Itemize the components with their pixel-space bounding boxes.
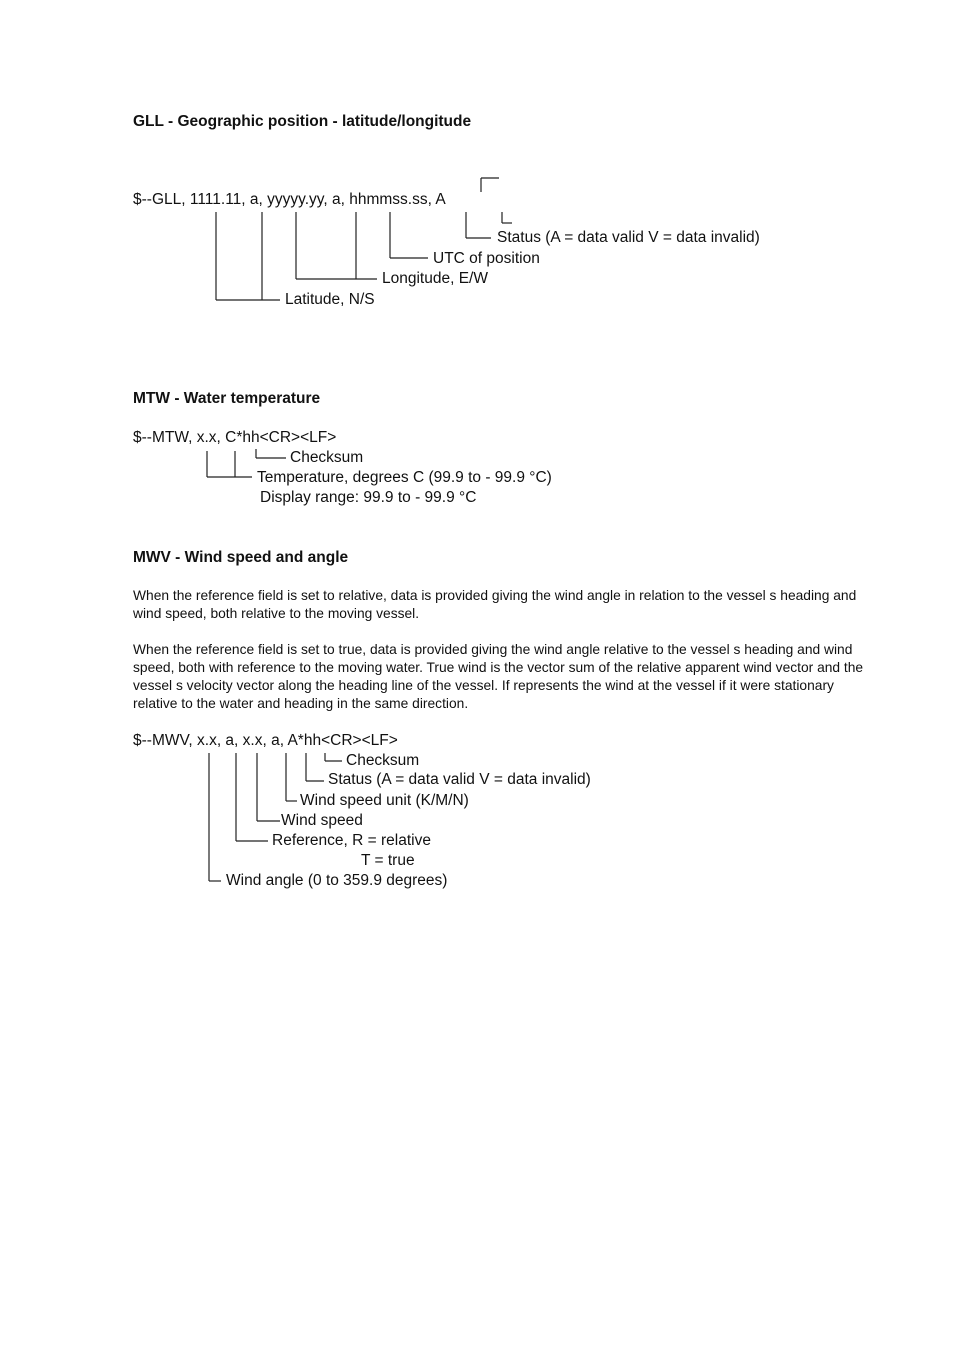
mtw-sentence: $--MTW, x.x, C*hh<CR><LF> [133,429,337,446]
gll-utc-label: UTC of position [433,250,540,267]
mwv-sentence: $--MWV, x.x, a, x.x, a, A*hh<CR><LF> [133,732,398,749]
gll-longitude-label: Longitude, E/W [382,270,488,287]
mwv-reference-true-label: T = true [361,852,415,869]
mtw-temperature-label: Temperature, degrees C (99.9 to - 99.9 °C) [257,469,552,486]
mwv-checksum-label: Checksum [346,752,420,769]
mwv-heading: MWV - Wind speed and angle [133,549,349,566]
gll-heading: GLL - Geographic position - latitude/longitude [133,113,472,130]
mwv-status-label: Status (A = data valid V = data invalid) [328,771,591,788]
mtw-heading: MTW - Water temperature [133,390,321,407]
mwv-paragraph-true: When the reference field is set to true, data is provided giving the wind angle relative to the vessel s heading and wind speed, both with reference to the moving water. True wind is the vector sum of the relative apparent wind vector and the vessel s velocity vector along the heading line of the vessel. If represents the wind at the vessel if it were stationary relative to the water and heading in the same direction. [133,642,864,711]
mwv-wind-speed-label: Wind speed [281,812,363,829]
gll-latitude-label: Latitude, N/S [285,291,375,308]
mwv-wind-speed-unit-label: Wind speed unit (K/M/N) [300,792,469,809]
mwv-reference-label: Reference, R = relative [272,832,431,849]
mwv-wind-angle-label: Wind angle (0 to 359.9 degrees) [226,872,448,889]
gll-status-label: Status (A = data valid V = data invalid) [497,229,760,246]
mtw-checksum-label: Checksum [290,449,364,466]
gll-sentence: $--GLL, 1111.11, a, yyyyy.yy, a, hhmmss.ss, A [133,191,446,208]
mwv-paragraph-relative: When the reference field is set to relative, data is provided giving the wind angle in relation to the vessel s heading and wind speed, both relative to the moving vessel. [133,588,857,621]
mtw-display-range: Display range: 99.9 to - 99.9 °C [260,489,477,506]
